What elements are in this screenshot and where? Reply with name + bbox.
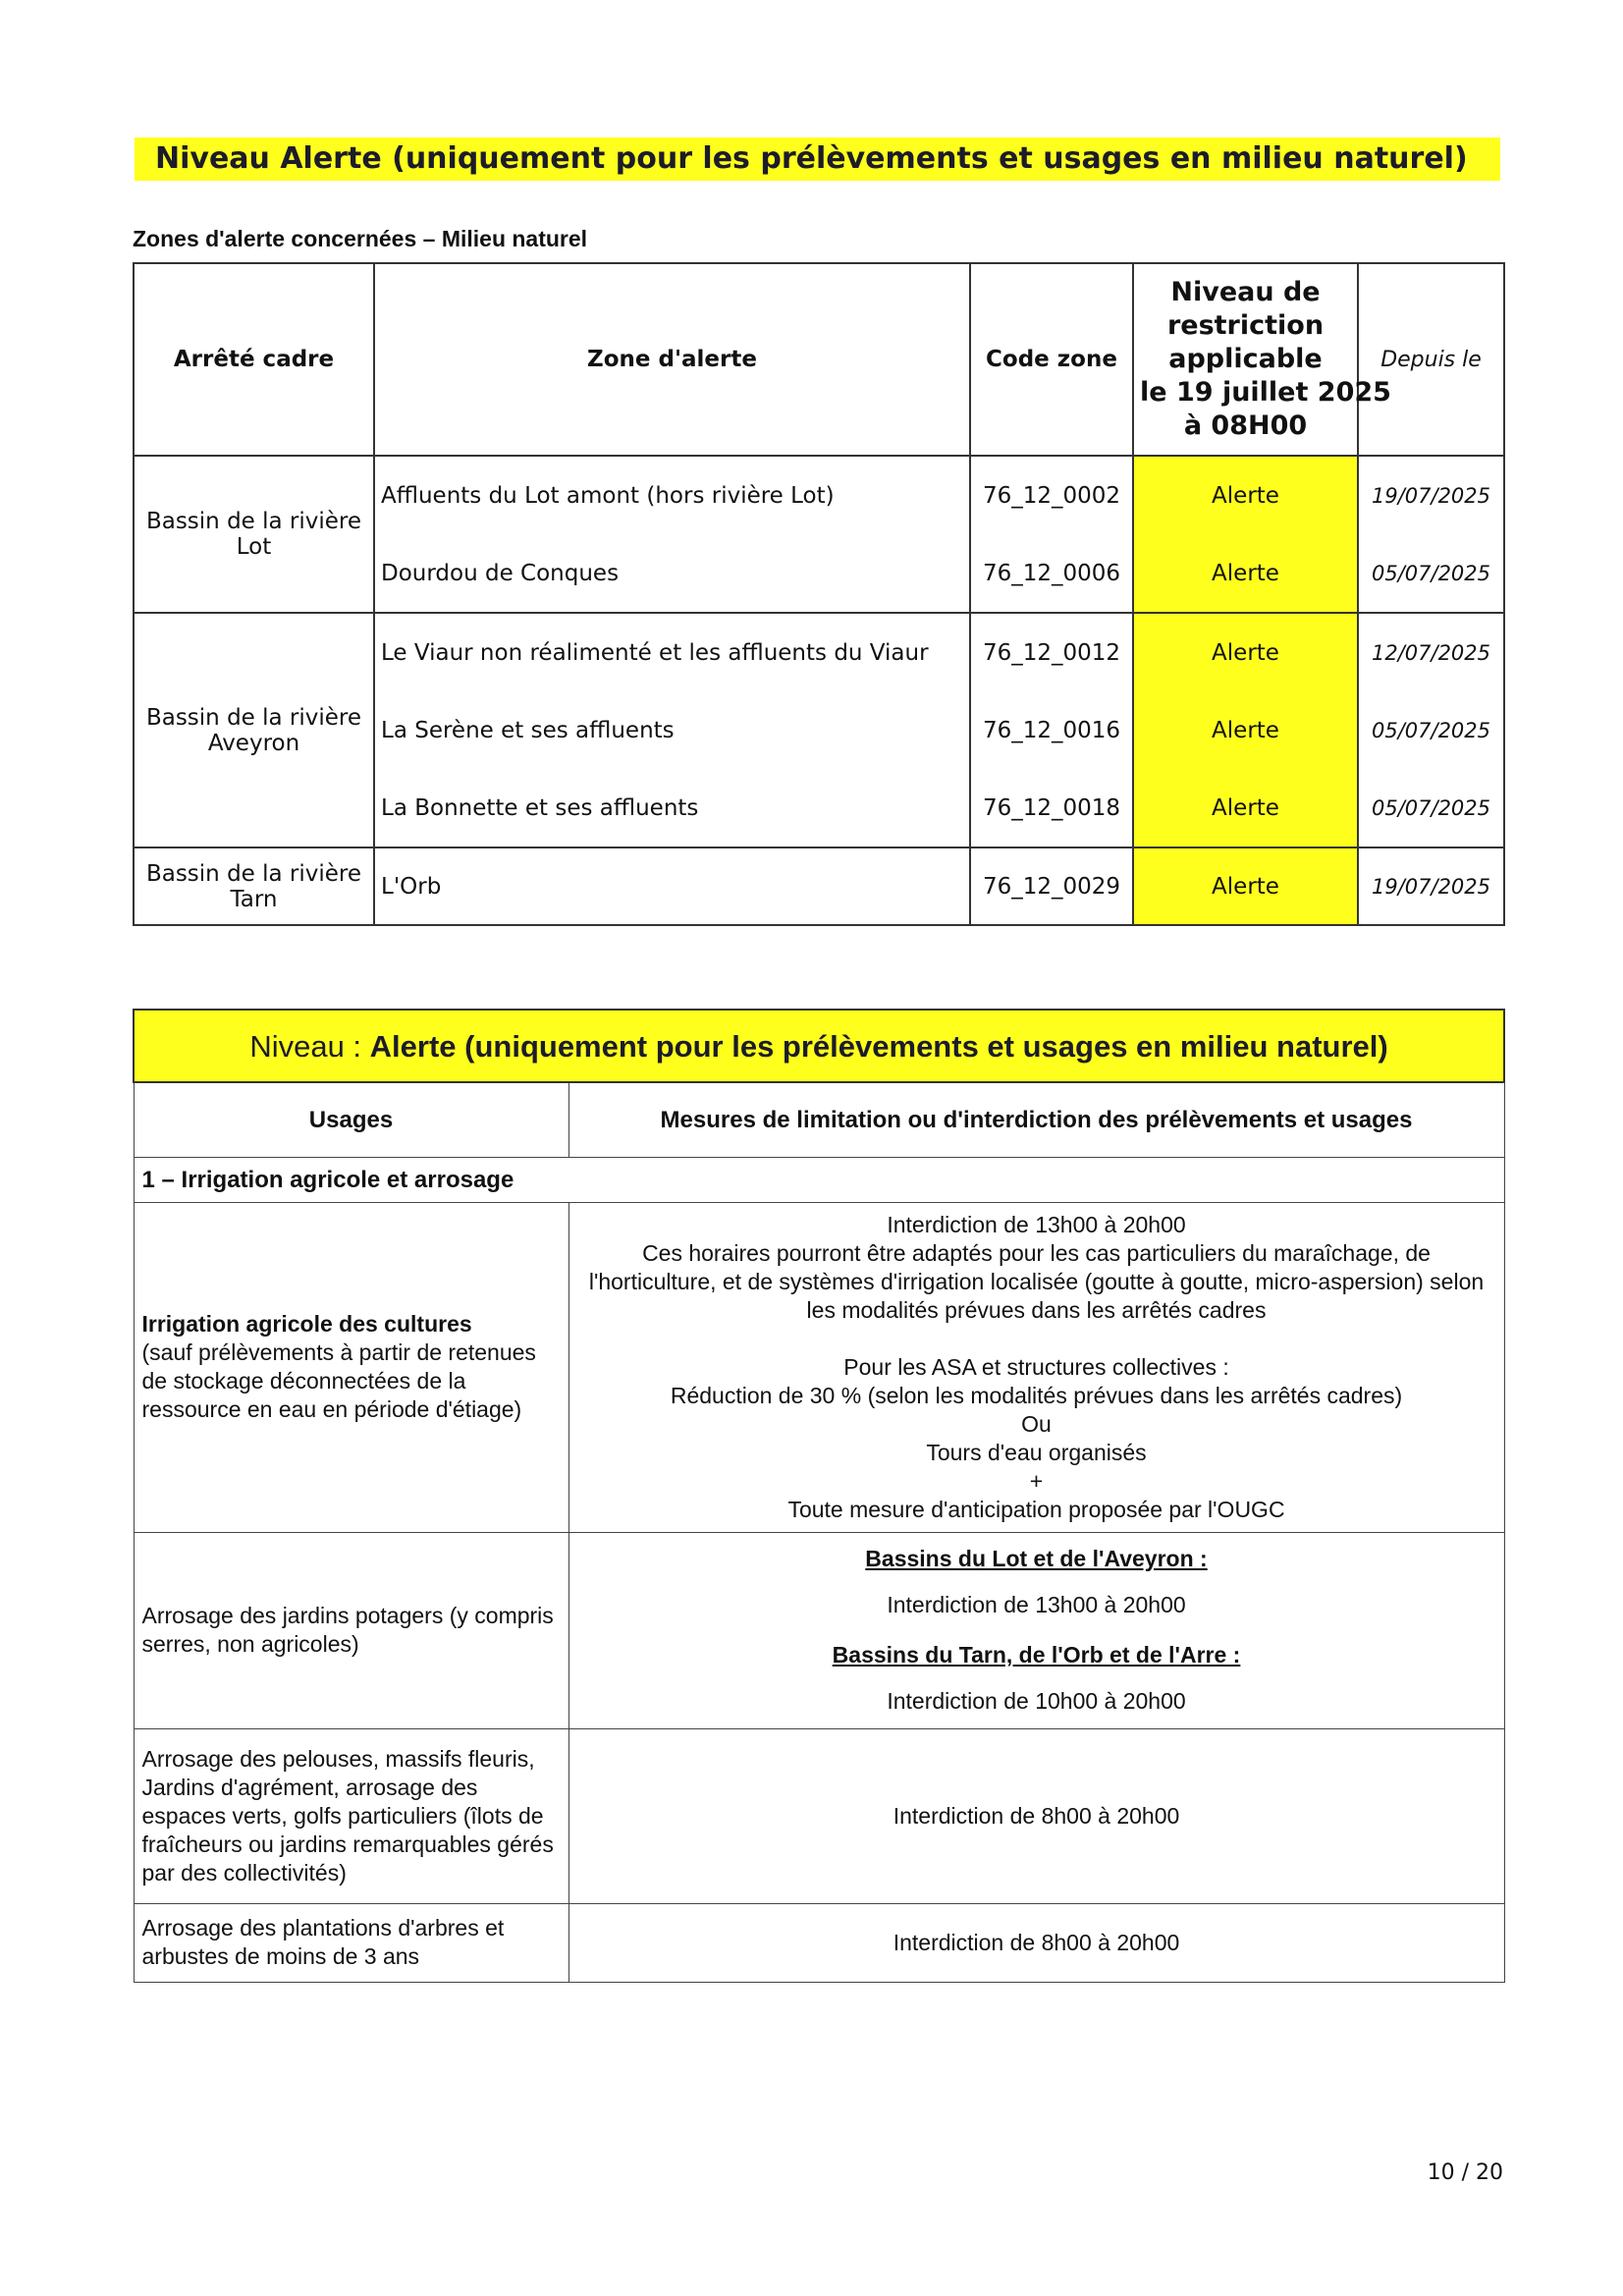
page-number: 10 / 20 <box>1427 2160 1503 2185</box>
zone-code: 76_12_0012 <box>970 613 1133 691</box>
header-niveau-line: applicable <box>1168 344 1323 374</box>
usage-cell: Arrosage des pelouses, massifs fleuris, Jardins d'agrément, arrosage des espaces verts, golfs particuliers (îlots de fraîcheurs ou jardins remarquables gérés par des collectivités) <box>134 1728 568 1903</box>
restriction-level: Alerte <box>1133 613 1358 691</box>
header-niveau-line: à 08H00 <box>1183 410 1308 441</box>
measure-text: Tours d'eau organisés <box>926 1439 1147 1465</box>
since-date: 05/07/2025 <box>1358 535 1504 613</box>
usage-cell: Arrosage des jardins potagers (y compris serres, non agricoles) <box>134 1532 568 1728</box>
restriction-measures-table <box>133 1009 1505 1983</box>
measure-text: + <box>1029 1467 1044 1494</box>
basin-heading: Bassins du Lot et de l'Aveyron : <box>865 1546 1208 1571</box>
measure-text: Toute mesure d'anticipation proposée par l'OUGC <box>787 1496 1285 1522</box>
measure-text: Interdiction de 13h00 à 20h00 <box>887 1211 1186 1237</box>
zone-name: Dourdou de Conques <box>374 535 970 613</box>
since-date: 12/07/2025 <box>1358 613 1504 691</box>
header-niveau <box>1133 263 1391 456</box>
zone-code: 76_12_0002 <box>970 456 1133 535</box>
table-row <box>134 1903 1504 1982</box>
since-date: 19/07/2025 <box>1358 847 1504 925</box>
since-date: 05/07/2025 <box>1358 769 1504 847</box>
title-bold: Alerte (uniquement pour les prélèvements et usages en milieu naturel) <box>369 1028 1388 1064</box>
measure-text: Interdiction de 10h00 à 20h00 <box>887 1688 1186 1714</box>
table-row <box>134 613 1504 691</box>
zone-name: L'Orb <box>374 847 970 925</box>
measures-table-title <box>134 1010 1504 1082</box>
header-depuis: Depuis le <box>1358 263 1504 456</box>
usage-cell: Arrosage des plantations d'arbres et arbustes de moins de 3 ans <box>134 1903 568 1982</box>
cadre-tarn <box>134 847 374 925</box>
cadre-label: Aveyron <box>207 730 300 756</box>
measure-text: Interdiction de 13h00 à 20h00 <box>887 1592 1186 1617</box>
zone-name: Affluents du Lot amont (hors rivière Lot) <box>374 456 970 535</box>
restriction-level: Alerte <box>1133 691 1358 769</box>
restriction-level: Alerte <box>1133 456 1358 535</box>
table-title-row <box>134 1010 1504 1082</box>
zone-code: 76_12_0016 <box>970 691 1133 769</box>
cadre-label: Bassin de la rivière <box>145 860 362 887</box>
measure-cell: Interdiction de 8h00 à 20h00 <box>568 1903 1504 1982</box>
measure-cell <box>568 1202 1504 1532</box>
measure-text: Réduction de 30 % (selon les modalités prévues dans les arrêtés cadres) <box>670 1382 1403 1408</box>
header-zone: Zone d'alerte <box>374 263 970 456</box>
alert-zones-table <box>133 262 1505 926</box>
table-row <box>134 1202 1504 1532</box>
header-mesures: Mesures de limitation ou d'interdiction des prélèvements et usages <box>568 1082 1504 1157</box>
header-niveau-line: restriction <box>1166 310 1325 341</box>
zone-code: 76_12_0006 <box>970 535 1133 613</box>
header-niveau-line: le 19 juillet 2025 <box>1140 377 1391 408</box>
zone-code: 76_12_0029 <box>970 847 1133 925</box>
header-niveau-line: Niveau de <box>1170 277 1321 307</box>
header-usages: Usages <box>134 1082 568 1157</box>
table-row <box>134 1728 1504 1903</box>
zone-code: 76_12_0018 <box>970 769 1133 847</box>
restriction-level: Alerte <box>1133 847 1358 925</box>
cadre-label: Bassin de la rivière <box>145 704 362 731</box>
section-title: 1 – Irrigation agricole et arrosage <box>134 1157 1504 1202</box>
zone-name: La Serène et ses affluents <box>374 691 970 769</box>
measure-text: Ou <box>1021 1410 1052 1437</box>
cadre-label: Bassin de la rivière <box>145 509 362 534</box>
table-row <box>134 847 1504 925</box>
zone-name: La Bonnette et ses affluents <box>374 769 970 847</box>
restriction-level: Alerte <box>1133 535 1358 613</box>
usage-cell <box>134 1202 568 1532</box>
table-header-row <box>134 1082 1504 1157</box>
zones-subtitle: Zones d'alerte concernées – Milieu naturel <box>133 226 588 251</box>
measure-text: Pour les ASA et structures collectives : <box>843 1353 1229 1380</box>
usage-detail: (sauf prélèvements à partir de retenues de stockage déconnectées de la ressource en eau en période d'étiage) <box>141 1339 536 1422</box>
cadre-aveyron <box>134 613 374 847</box>
cadre-lot <box>134 456 374 613</box>
header-cadre: Arrêté cadre <box>134 263 374 456</box>
since-date: 19/07/2025 <box>1358 456 1504 535</box>
section-row <box>134 1157 1504 1202</box>
header-code: Code zone <box>970 263 1133 456</box>
restriction-level: Alerte <box>1133 769 1358 847</box>
level-banner: Niveau Alerte (uniquement pour les prélèvements et usages en milieu naturel) <box>135 137 1500 181</box>
measure-cell: Interdiction de 8h00 à 20h00 <box>568 1728 1504 1903</box>
cadre-label: Lot <box>236 534 272 560</box>
measure-text: Ces horaires pourront être adaptés pour les cas particuliers du maraîchage, de l'horticulture, et de systèmes d'irrigation localisée (goutte à goutte, micro-aspersion) selon les modalités prévues dans les arrêtés cadres <box>588 1239 1485 1323</box>
since-date: 05/07/2025 <box>1358 691 1504 769</box>
basin-heading: Bassins du Tarn, de l'Orb et de l'Arre : <box>832 1642 1241 1667</box>
cadre-label: Tarn <box>230 886 278 912</box>
usage-title: Irrigation agricole des cultures <box>141 1311 472 1337</box>
zone-name: Le Viaur non réalimenté et les affluents du Viaur <box>374 613 970 691</box>
measure-cell <box>568 1532 1504 1728</box>
table-row <box>134 456 1504 535</box>
title-prefix: Niveau : <box>249 1028 370 1064</box>
table-header-row <box>134 263 1504 456</box>
table-row <box>134 1532 1504 1728</box>
